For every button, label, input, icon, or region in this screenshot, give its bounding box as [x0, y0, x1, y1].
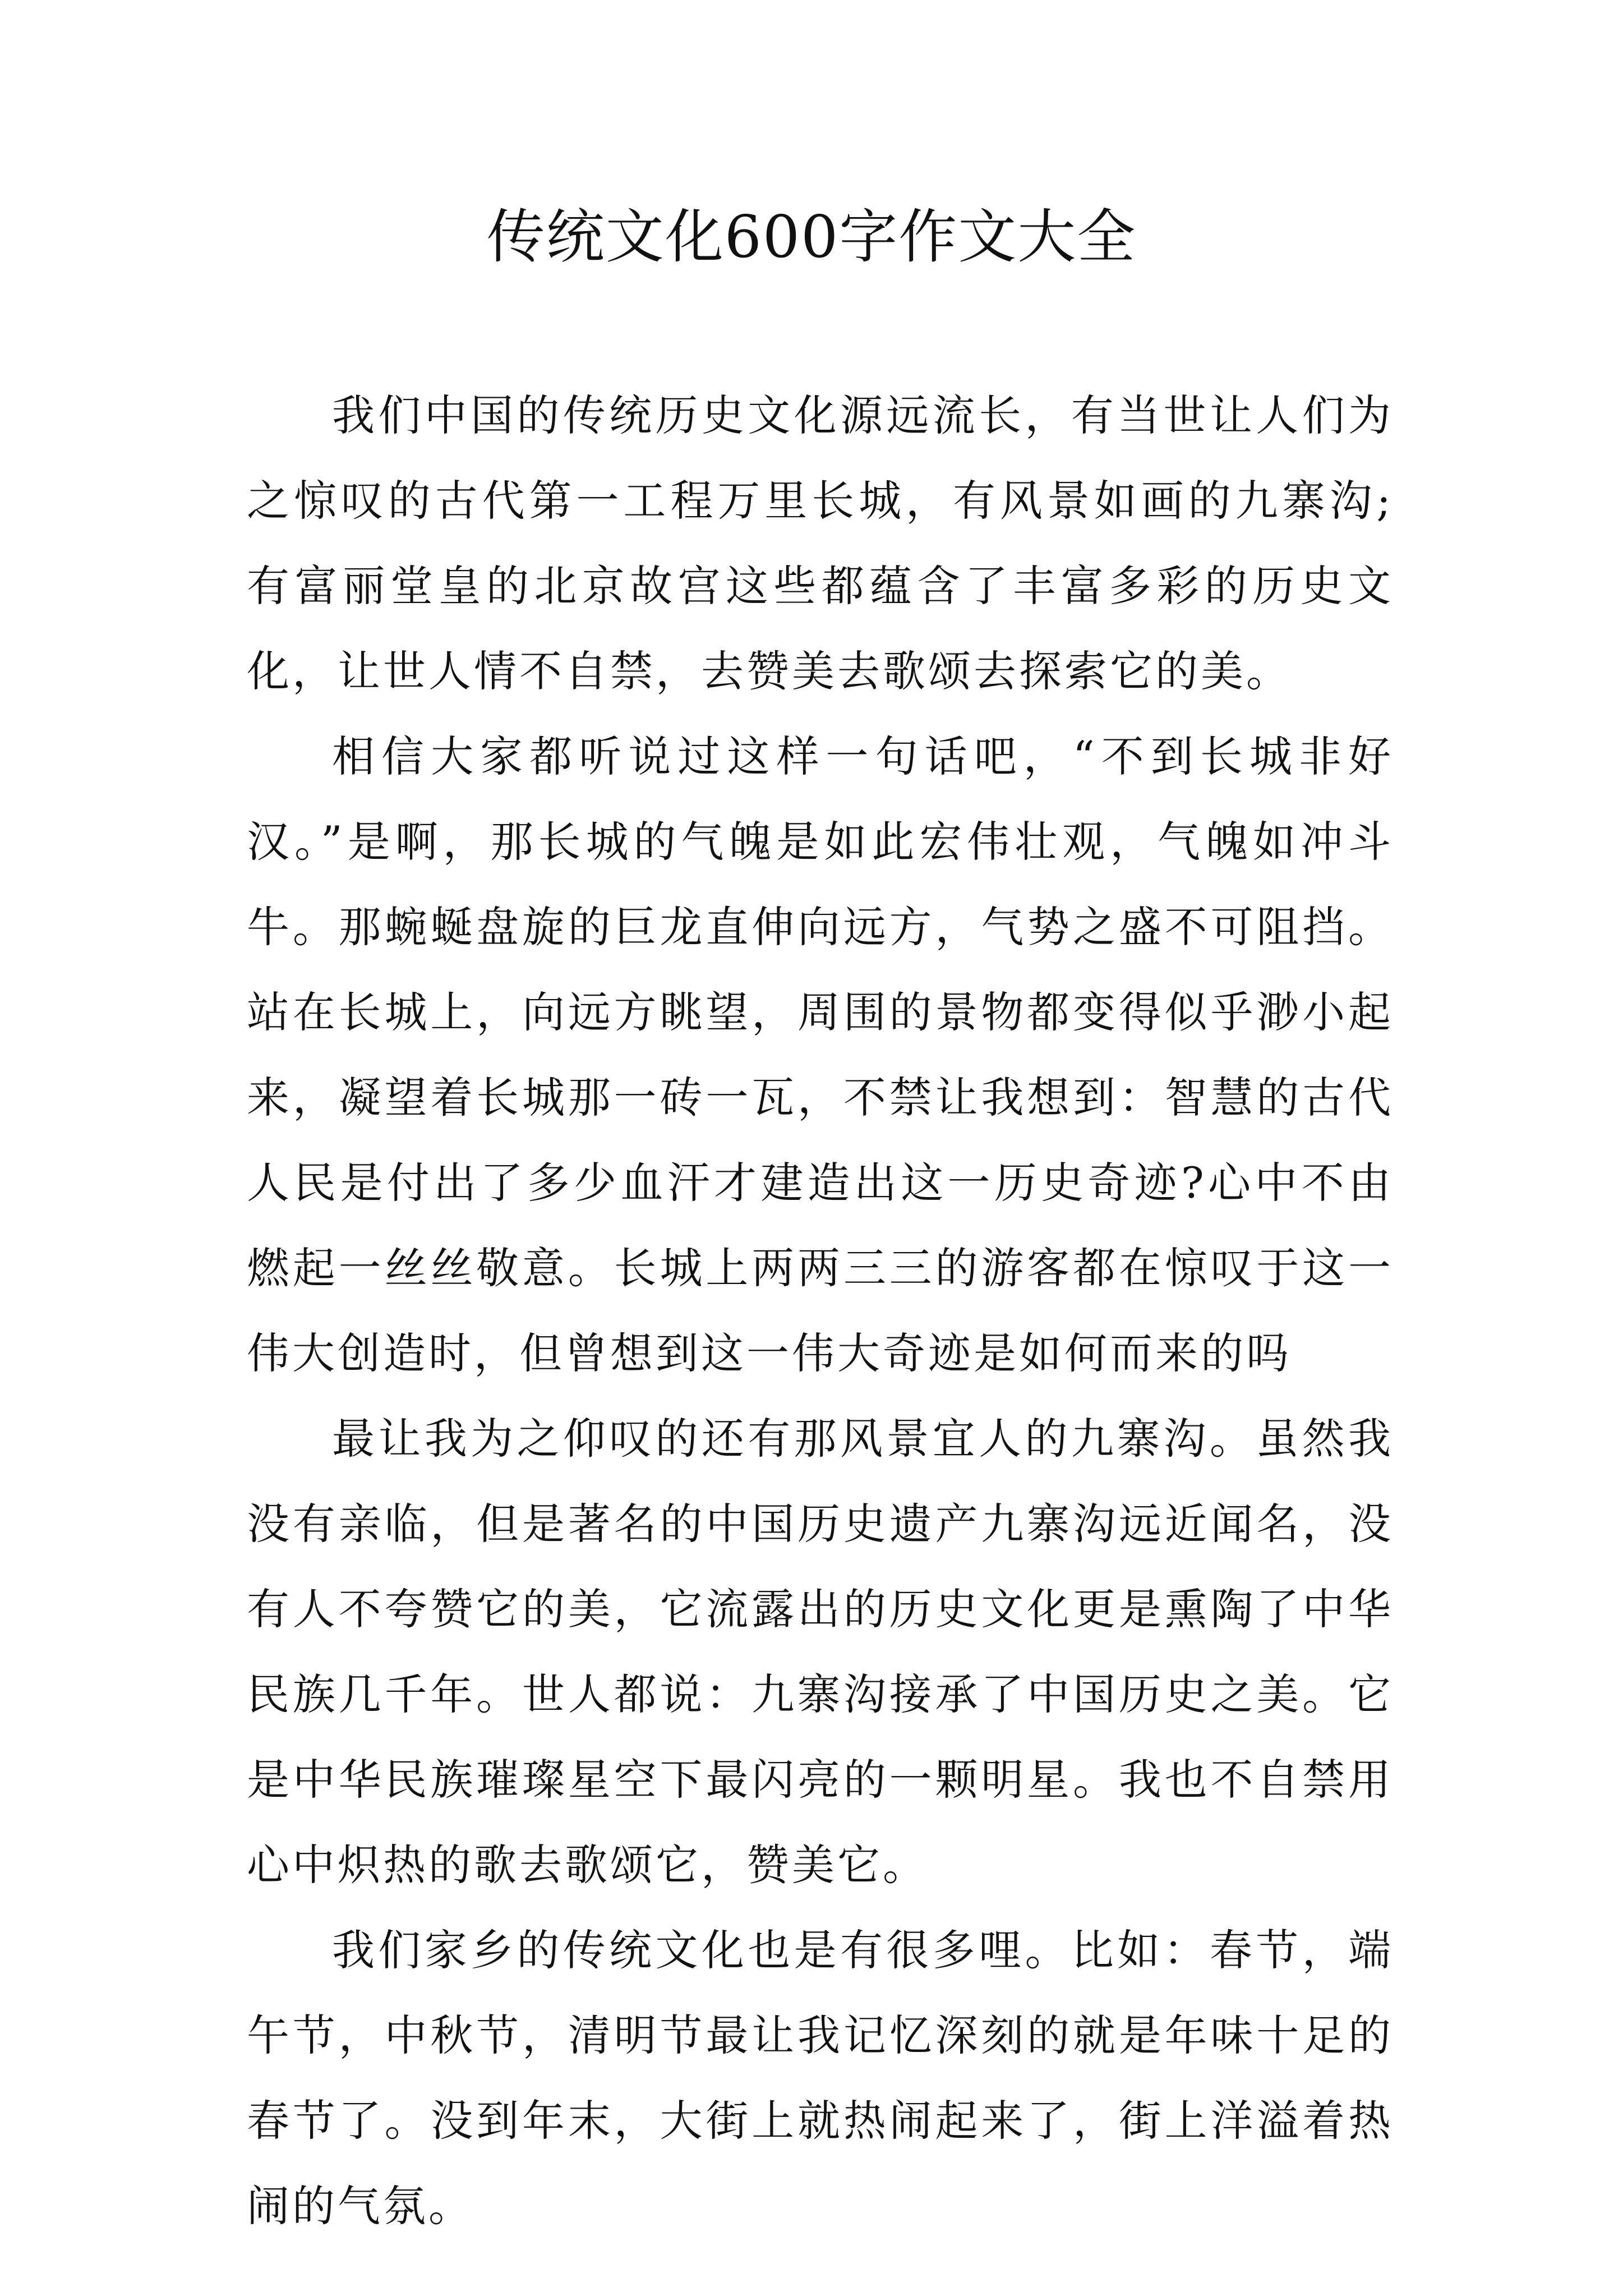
- document-title: 传统文化600字作文大全: [486, 203, 1137, 271]
- document-body: [247, 373, 1394, 2249]
- paragraph-3: 最让我为之仰叹的还有那风景宜人的九寨沟。虽然我没有亲临，但是著名的中国历史遗产九寨沟远近闻名，没有人不夸赞它的美，它流露出的历史文化更是熏陶了中华民族几千年。世人都说：九寨沟接承了中国历史之美。它是中华民族璀璨星空下最闪亮的一颗明星。我也不自禁用心中炽热的歌去歌颂它，赞美它。: [247, 1414, 1394, 1890]
- paragraph-4: 我们家乡的传统文化也是有很多哩。比如：春节，端午节，中秋节，清明节最让我记忆深刻的就是年味十足的春节了。没到年末，大街上就热闹起来了，街上洋溢着热闹的气氛。: [247, 1925, 1394, 2231]
- paragraph-2: 相信大家都听说过这样一句话吧，“不到长城非好汉。”是啊，那长城的气魄是如此宏伟壮观，气魄如冲斗牛。那蜿蜒盘旋的巨龙直伸向远方，气势之盛不可阻挡。站在长城上，向远方眺望，周围的景物都变得似乎渺小起来，凝望着长城那一砖一瓦，不禁让我想到：智慧的古代人民是付出了多少血汗才建造出这一历史奇迹?心中不由燃起一丝丝敬意。长城上两两三三的游客都在惊叹于这一伟大创造时，但曾想到这一伟大奇迹是如何而来的吗: [247, 731, 1394, 1378]
- paragraph-1: 我们中国的传统历史文化源远流长，有当世让人们为之惊叹的古代第一工程万里长城，有风景如画的九寨沟;有富丽堂皇的北京故宫这些都蕴含了丰富多彩的历史文化，让世人情不自禁，去赞美去歌颂去探索它的美。: [247, 390, 1394, 696]
